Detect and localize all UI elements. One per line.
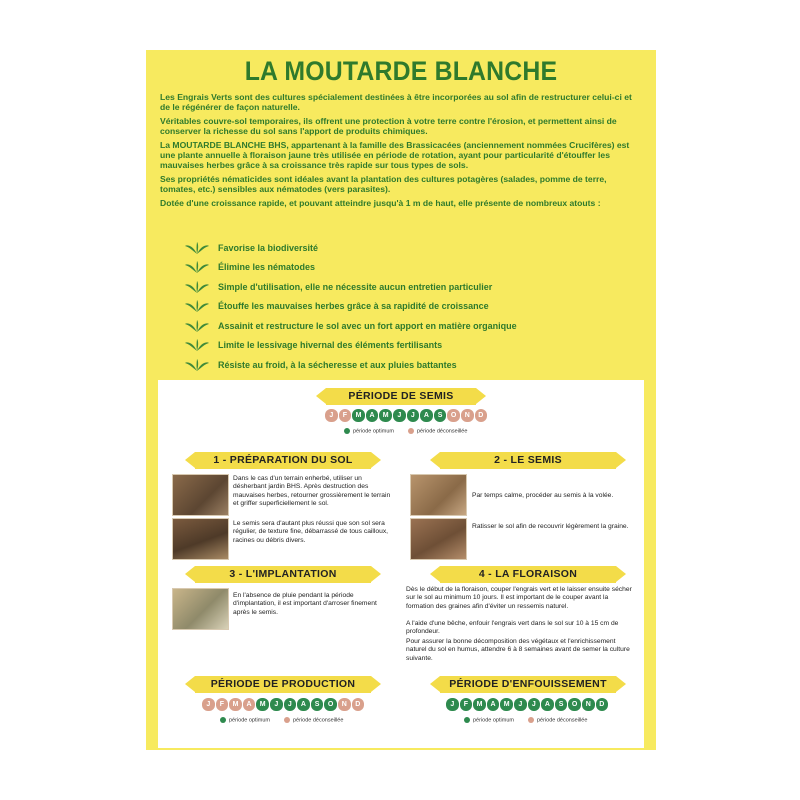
production-banner: PÉRIODE DE PRODUCTION bbox=[195, 676, 371, 693]
step4-text-b: A l'aide d'une bêche, enfouir l'engrais vert dans le sol sur 10 à 15 cm de profondeur. bbox=[406, 620, 619, 636]
month-pill: M bbox=[500, 698, 513, 711]
step1-banner: 1 - PRÉPARATION DU SOL bbox=[195, 452, 371, 469]
optimum-dot-icon bbox=[344, 428, 350, 434]
benefit-label: Limite le lessivage hivernal des éléments fertilisants bbox=[218, 340, 443, 351]
step3-banner: 3 - L'IMPLANTATION bbox=[195, 566, 371, 583]
month-pill: A bbox=[297, 698, 310, 711]
step1-text-b: Le semis sera d'autant plus réussi que son sol sera régulier, de texture fine, débarrassé de tous cailloux, racines ou débris divers. bbox=[233, 520, 389, 544]
step2-text-b: Ratisser le sol afin de recouvrir légèrement la graine. bbox=[472, 523, 629, 530]
month-pill: J bbox=[407, 409, 420, 422]
month-pill: D bbox=[475, 409, 488, 422]
legend-deconseillee: période déconseillée bbox=[284, 717, 343, 723]
benefit-item bbox=[184, 355, 517, 375]
month-pill: S bbox=[434, 409, 447, 422]
soil-preparation-photo bbox=[172, 474, 229, 516]
step2-text-a: Par temps calme, procéder au semis à la volée. bbox=[472, 492, 614, 499]
month-pill: J bbox=[393, 409, 406, 422]
step4-banner: 4 - LA FLORAISON bbox=[440, 566, 616, 583]
month-pill: O bbox=[447, 409, 460, 422]
sowing-photo bbox=[410, 474, 467, 516]
step3-text-a: En l'absence de pluie pendant la période d'implantation, il est important d'arroser finement après le semis. bbox=[233, 592, 377, 616]
month-pill: A bbox=[366, 409, 379, 422]
month-pill: O bbox=[568, 698, 581, 711]
production-months bbox=[202, 698, 364, 711]
enfouissement-banner: PÉRIODE D'ENFOUISSEMENT bbox=[440, 676, 616, 693]
instructions-panel bbox=[158, 380, 644, 748]
enfouissement-legend bbox=[464, 717, 587, 723]
semis-legend bbox=[344, 428, 467, 434]
benefit-item bbox=[184, 336, 517, 356]
deconseillee-dot-icon bbox=[528, 717, 534, 723]
leaf-icon bbox=[184, 260, 210, 274]
month-pill: J bbox=[528, 698, 541, 711]
month-pill: J bbox=[325, 409, 338, 422]
benefit-label: Élimine les nématodes bbox=[218, 262, 316, 273]
legend-optimum: période optimum bbox=[220, 717, 270, 723]
benefit-item bbox=[184, 316, 517, 336]
intro-paragraph-1: Les Engrais Verts sont des cultures spécialement destinées à être incorporées au sol afin de restructurer celui-ci et de le régénérer de façon naturelle. bbox=[160, 92, 632, 113]
poster bbox=[146, 50, 656, 750]
step4-text-c: Pour assurer la bonne décomposition des végétaux et l'enrichissement naturel du sol en humus, attendre 6 à 8 semaines avant de semer la culture suivante. bbox=[406, 638, 630, 662]
month-pill: A bbox=[243, 698, 256, 711]
deconseillee-dot-icon bbox=[284, 717, 290, 723]
semis-banner: PÉRIODE DE SEMIS bbox=[326, 388, 476, 405]
optimum-dot-icon bbox=[220, 717, 226, 723]
step4-text-a: Dès le début de la floraison, couper l'engrais vert et le laisser ensuite sécher sur le sol au minimum 10 jours. Il est important de le couper avant la formation des graines afin d'éviter un ressemis naturel. bbox=[406, 586, 632, 610]
benefit-label: Assainit et restructure le sol avec un fort apport en matière organique bbox=[218, 320, 517, 331]
benefit-label: Étouffe les mauvaises herbes grâce à sa rapidité de croissance bbox=[218, 301, 489, 312]
month-pill: M bbox=[379, 409, 392, 422]
month-pill: J bbox=[202, 698, 215, 711]
legend-optimum: période optimum bbox=[464, 717, 514, 723]
watering-photo bbox=[172, 588, 229, 630]
intro-paragraph-3: La MOUTARDE BLANCHE BHS, appartenant à la famille des Brassicacées (anciennement nommées Crucifères) est une plante annuelle à floraison jaune très utilisée en période de rotation, ayant pour particularité d'étouffer les mauvaises herbes grâce à sa croissance très rapide sur tous types de sols. bbox=[160, 139, 630, 171]
production-legend bbox=[220, 717, 343, 723]
semis-months bbox=[325, 409, 487, 422]
optimum-dot-icon bbox=[464, 717, 470, 723]
leaf-icon bbox=[184, 338, 210, 352]
benefit-label: Simple d'utilisation, elle ne nécessite aucun entretien particulier bbox=[218, 281, 493, 292]
month-pill: A bbox=[487, 698, 500, 711]
benefit-item bbox=[184, 258, 517, 278]
leaf-icon bbox=[184, 241, 210, 255]
month-pill: M bbox=[229, 698, 242, 711]
month-pill: S bbox=[311, 698, 324, 711]
benefit-label: Favorise la biodiversité bbox=[218, 242, 319, 253]
rake-seed-photo bbox=[410, 518, 467, 560]
benefit-item bbox=[184, 297, 517, 317]
raking-photo bbox=[172, 518, 229, 560]
benefit-label: Résiste au froid, à la sécheresse et aux pluies battantes bbox=[218, 359, 457, 370]
month-pill: A bbox=[420, 409, 433, 422]
leaf-icon bbox=[184, 319, 210, 333]
month-pill: J bbox=[284, 698, 297, 711]
month-pill: J bbox=[514, 698, 527, 711]
legend-deconseillee: période déconseillée bbox=[408, 428, 467, 434]
month-pill: N bbox=[338, 698, 351, 711]
step2-banner: 2 - LE SEMIS bbox=[440, 452, 616, 469]
benefit-item bbox=[184, 238, 517, 258]
page-title: LA MOUTARDE BLANCHE bbox=[244, 56, 558, 86]
legend-deconseillee: période déconseillée bbox=[528, 717, 587, 723]
intro-paragraph-4: Ses propriétés nématicides sont idéales avant la plantation des cultures potagères (salades, pomme de terre, tomates, etc.) sensibles aux nématodes (vers parasites). bbox=[160, 173, 607, 195]
month-pill: D bbox=[352, 698, 365, 711]
intro-paragraph-5: Dotée d'une croissance rapide, et pouvant atteindre jusqu'à 1 m de haut, elle présente de nombreux atouts : bbox=[160, 197, 601, 208]
month-pill: D bbox=[596, 698, 609, 711]
legend-optimum: période optimum bbox=[344, 428, 394, 434]
month-pill: S bbox=[555, 698, 568, 711]
month-pill: A bbox=[541, 698, 554, 711]
month-pill: O bbox=[324, 698, 337, 711]
month-pill: F bbox=[460, 698, 473, 711]
benefits-list bbox=[184, 238, 517, 375]
leaf-icon bbox=[184, 280, 210, 294]
month-pill: J bbox=[446, 698, 459, 711]
month-pill: M bbox=[352, 409, 365, 422]
intro-text bbox=[160, 92, 644, 211]
leaf-icon bbox=[184, 358, 210, 372]
month-pill: J bbox=[270, 698, 283, 711]
leaf-icon bbox=[184, 299, 210, 313]
enfouissement-months bbox=[446, 698, 608, 711]
step1-text-a: Dans le cas d'un terrain enherbé, utiliser un désherbant jardin BHS. Après destruction des mauvaises herbes, retourner grossièrement le terrain et griffer superficiellement le sol. bbox=[233, 475, 391, 508]
month-pill: F bbox=[216, 698, 229, 711]
month-pill: N bbox=[461, 409, 474, 422]
month-pill: M bbox=[256, 698, 269, 711]
benefit-item bbox=[184, 277, 517, 297]
intro-paragraph-2: Véritables couvre-sol temporaires, ils offrent une protection à votre terre contre l'érosion, et permettent ainsi de conserver la richesse du sol sans l'apport de produits chimiques. bbox=[160, 115, 617, 137]
deconseillee-dot-icon bbox=[408, 428, 414, 434]
month-pill: F bbox=[339, 409, 352, 422]
month-pill: M bbox=[473, 698, 486, 711]
month-pill: N bbox=[582, 698, 595, 711]
